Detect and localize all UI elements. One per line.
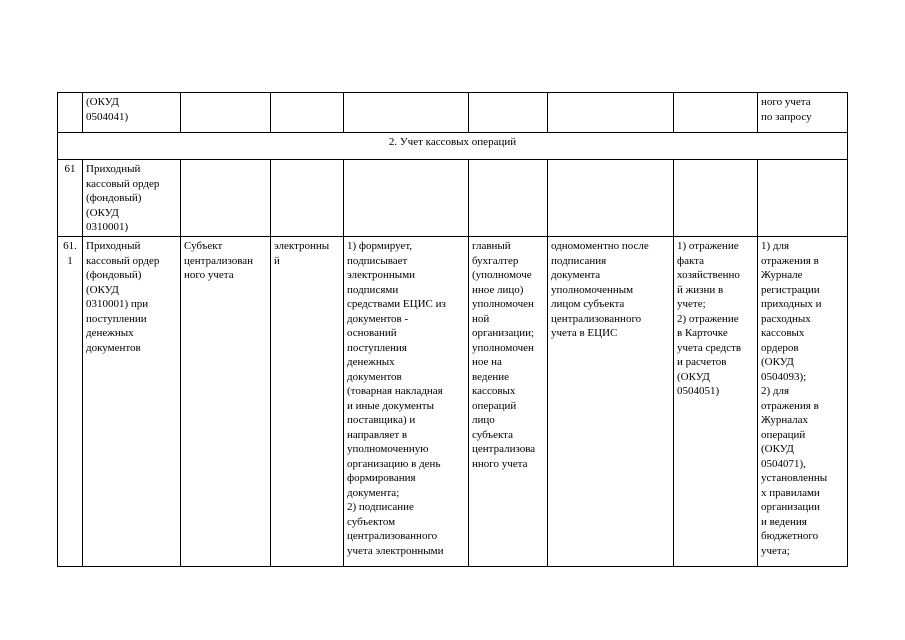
cell-procedure <box>344 160 469 237</box>
cell-deadline <box>548 160 674 237</box>
cell-procedure: 1) формирует, подписывает электронными подписями средствами ЕЦИС из документов - оснований поступления денежных документов (товарная накладная и иные документы поставщика) и направляет в уполномоченную организацию в день формирования документа; 2) подписание субъектом централизованного учета электронными <box>344 237 469 567</box>
table-row-61-1 <box>58 237 848 567</box>
cell-storage: ного учета по запросу <box>758 93 848 133</box>
cell-recipient-action: 1) отражение факта хозяйственно й жизни в учете; 2) отражение в Карточке учета средств и расчетов (ОКУД 0504051) <box>674 237 758 567</box>
cell-creator <box>181 93 271 133</box>
cell-format: электронны й <box>271 237 344 567</box>
cell-creator: Субъект централизован ного учета <box>181 237 271 567</box>
cell-number: 61. 1 <box>58 237 83 567</box>
cell-signer <box>469 160 548 237</box>
cell-storage: 1) для отражения в Журнале регистрации приходных и расходных кассовых ордеров (ОКУД 0504093); 2) для отражения в Журналах операций (ОКУД 0504071), установленны х правилами организации и ведения бюджетного учета; <box>758 237 848 567</box>
cell-document: Приходный кассовый ордер (фондовый) (ОКУД 0310001) <box>83 160 181 237</box>
section-header: 2. Учет кассовых операций <box>58 133 848 160</box>
cell-number: 61 <box>58 160 83 237</box>
table-row-61 <box>58 160 848 237</box>
cell-document: (ОКУД 0504041) <box>83 93 181 133</box>
cell-deadline: одномоментно после подписания документа уполномоченным лицом субъекта централизованного учета в ЕЦИС <box>548 237 674 567</box>
table-row-continuation <box>58 93 848 133</box>
table-section-row <box>58 133 848 160</box>
cell-deadline <box>548 93 674 133</box>
cell-procedure <box>344 93 469 133</box>
accounting-table <box>57 92 848 567</box>
cell-storage <box>758 160 848 237</box>
cell-creator <box>181 160 271 237</box>
cell-signer: главный бухгалтер (уполномоче нное лицо) уполномочен ной организации; уполномочен ное на ведение кассовых операций лицо субъекта централизова нного учета <box>469 237 548 567</box>
cell-format <box>271 93 344 133</box>
cell-format <box>271 160 344 237</box>
cell-number <box>58 93 83 133</box>
cell-document: Приходный кассовый ордер (фондовый) (ОКУД 0310001) при поступлении денежных документов <box>83 237 181 567</box>
cell-recipient-action <box>674 93 758 133</box>
cell-recipient-action <box>674 160 758 237</box>
cell-signer <box>469 93 548 133</box>
